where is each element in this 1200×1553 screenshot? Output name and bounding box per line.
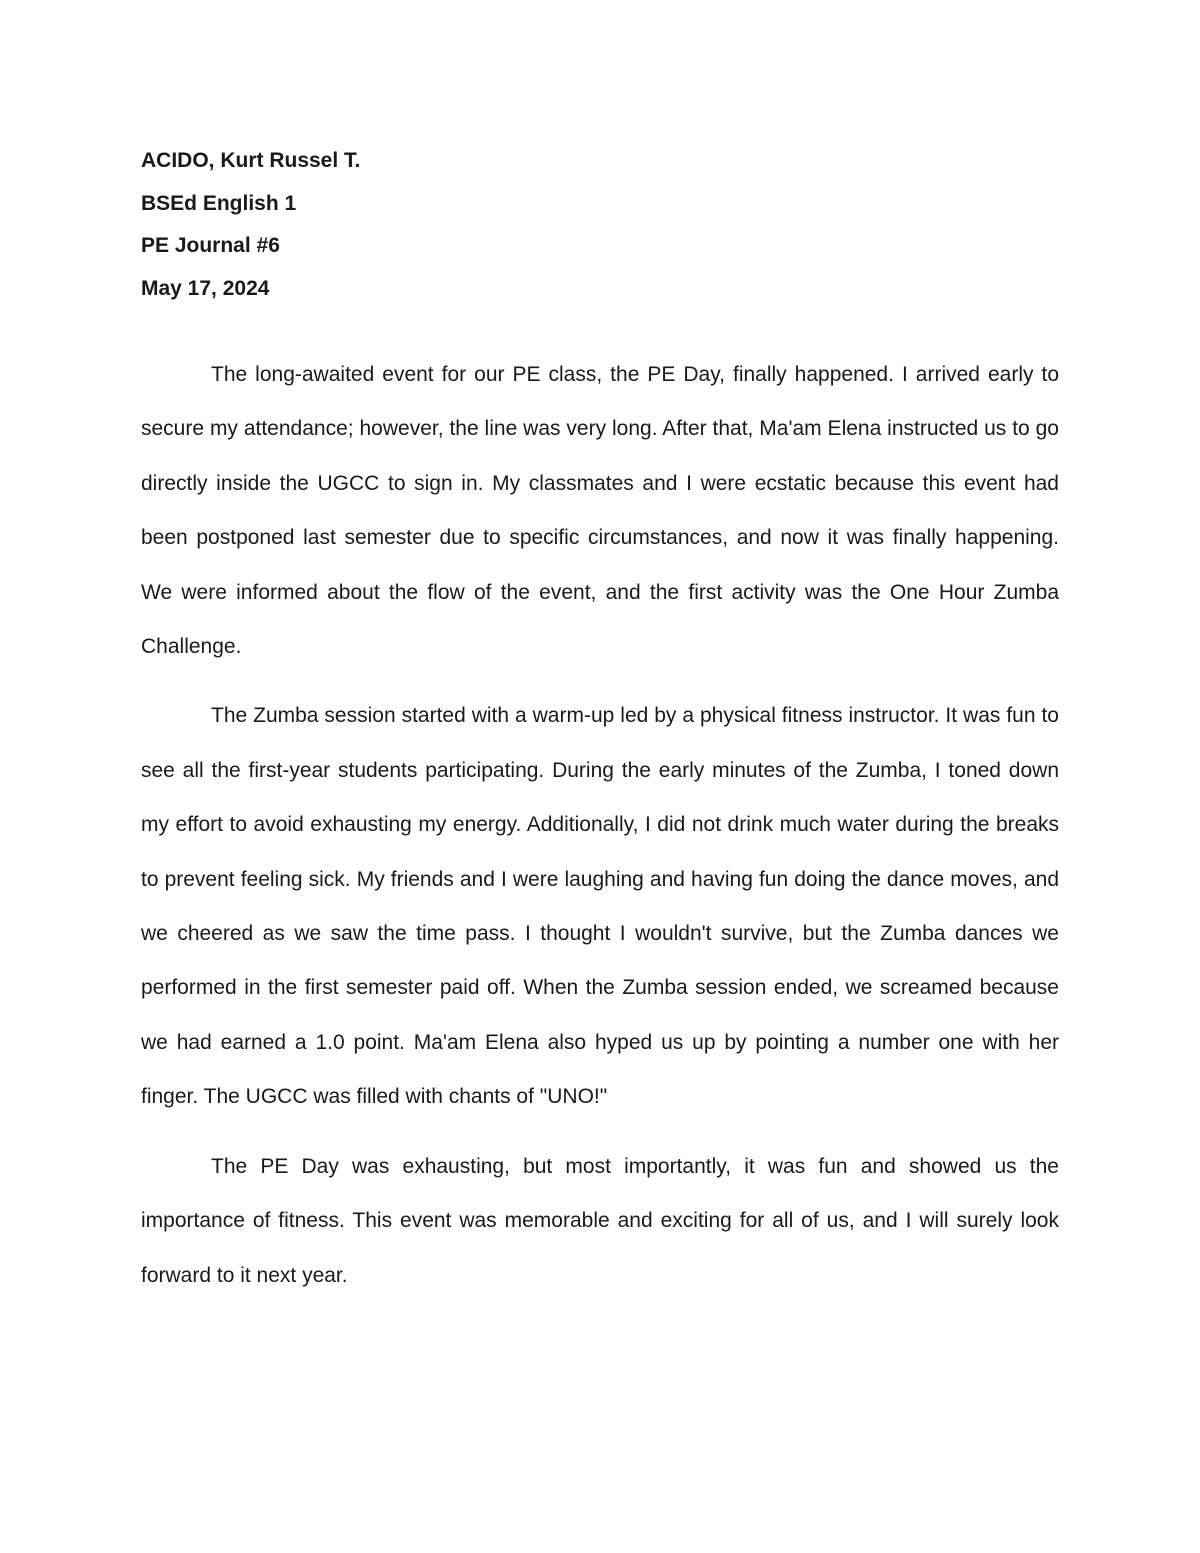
paragraph-2: The Zumba session started with a warm-up led by a physical fitness instructor. It was fun to see all the first-year students participating. During the early minutes of the Zumba, I toned down my effort to avoid exhausting my energy. Additionally, I did not drink much water during the breaks to prevent feeling sick. My friends and I were laughing and having fun doing the dance moves, and we cheered as we saw the time pass. I thought I wouldn't survive, but the Zumba dances we performed in the first semester paid off. When the Zumba session ended, we screamed because we had earned a 1.0 point. Ma'am Elena also hyped us up by pointing a number one with her finger. The UGCC was filled with chants of "UNO!" bbox=[141, 704, 1059, 1109]
document-header bbox=[141, 140, 841, 310]
journal-date: May 17, 2024 bbox=[141, 276, 270, 300]
journal-body bbox=[141, 348, 1059, 1318]
student-name: ACIDO, Kurt Russel T. bbox=[141, 149, 361, 172]
course-label: BSEd English 1 bbox=[141, 191, 297, 215]
journal-title: PE Journal #6 bbox=[141, 234, 280, 257]
paragraph-3: The PE Day was exhausting, but most importantly, it was fun and showed us the importance of fitness. This event was memorable and exciting for all of us, and I will surely look forward to it next year. bbox=[141, 1154, 1059, 1287]
paragraph-1: The long-awaited event for our PE class, the PE Day, finally happened. I arrived early to secure my attendance; however, the line was very long. After that, Ma'am Elena instructed us to go directly inside the UGCC to sign in. My classmates and I were ecstatic because this event had been postponed last semester due to specific circumstances, and now it was finally happening. We were informed about the flow of the event, and the first activity was the One Hour Zumba Challenge. bbox=[141, 363, 1059, 659]
